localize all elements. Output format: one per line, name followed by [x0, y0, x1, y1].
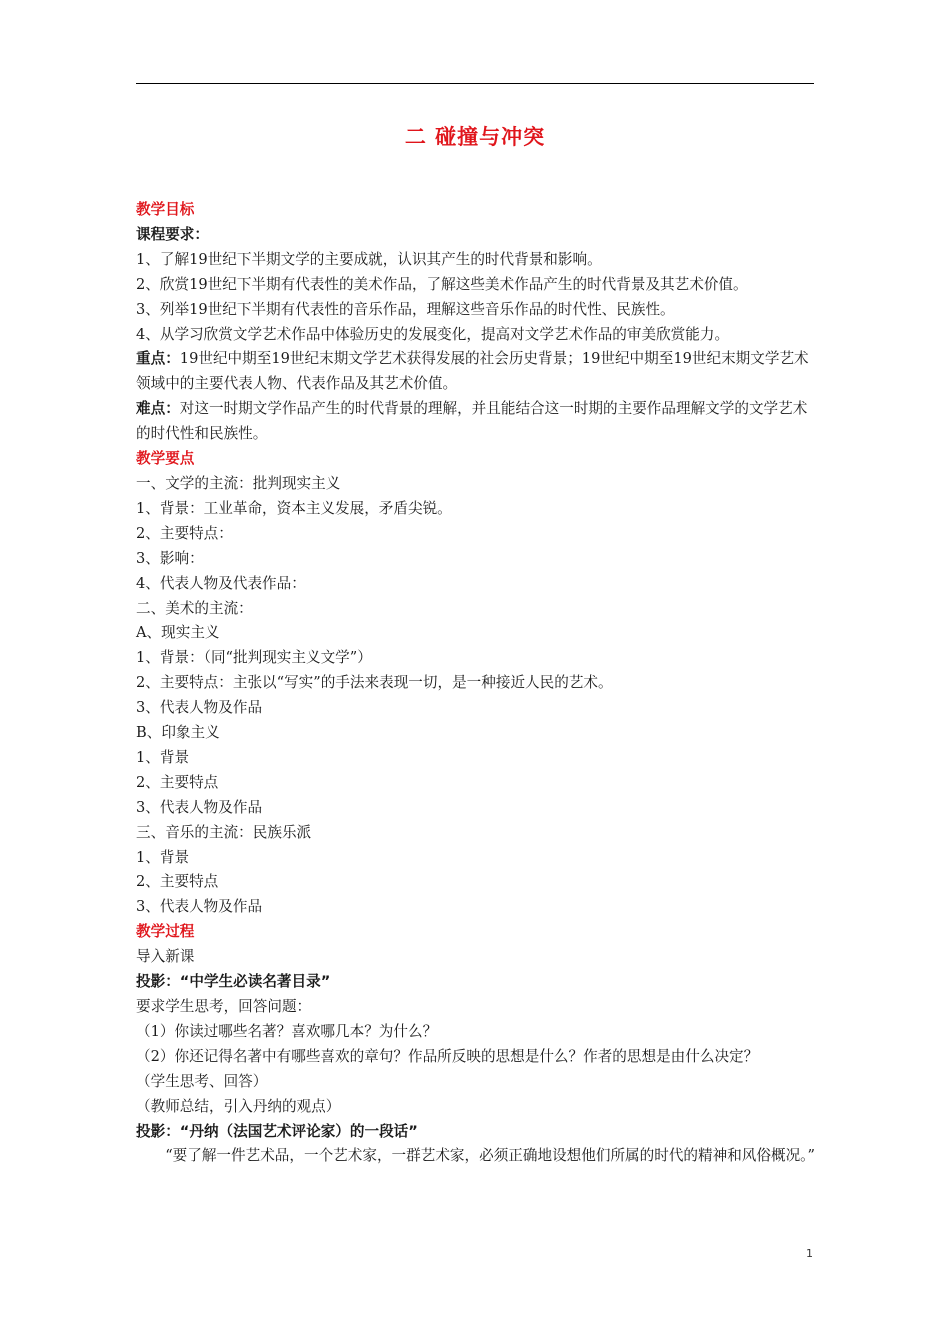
page-title: 二 碰撞与冲突 — [404, 125, 546, 149]
difficulty-label: 难点： — [136, 400, 180, 418]
point-line: B、印象主义 — [136, 724, 220, 742]
course-requirements-label: 课程要求： — [136, 225, 209, 243]
process-intro: 导入新课 — [136, 948, 195, 966]
goal-item: 1、了解19世纪下半期文学的主要成就，认识其产生的时代背景和影响。 — [136, 250, 602, 268]
question-item: （1）你读过哪些名著？喜欢哪几本？为什么？ — [136, 1022, 438, 1040]
point-line: 3、影响： — [136, 549, 204, 567]
difficulty-paragraph — [136, 397, 820, 447]
section-heading-points: 教学要点 — [136, 450, 195, 468]
section-heading-process: 教学过程 — [136, 923, 195, 941]
goal-item: 4、从学习欣赏文学艺术作品中体验历史的发展变化，提高对文学艺术作品的审美欣赏能力。 — [136, 325, 730, 343]
point-line: 3、代表人物及作品 — [136, 898, 263, 916]
point-line: 三、音乐的主流：民族乐派 — [136, 823, 312, 841]
point-line: 3、代表人物及作品 — [136, 699, 263, 717]
point-line: 1、背景 — [136, 848, 190, 866]
point-line: 1、背景：（同“批判现实主义文学”） — [136, 649, 372, 667]
difficulty-text: 对这一时期文学作品产生的时代背景的理解，并且能结合这一时期的主要作品理解文学的文学艺术的时代性和民族性。 — [136, 400, 808, 443]
point-line: 二、美术的主流： — [136, 599, 253, 617]
process-note: （教师总结，引入丹纳的观点） — [136, 1097, 341, 1115]
projection-heading: 投影：“丹纳（法国艺术评论家）的一段话” — [136, 1122, 418, 1140]
document-body — [136, 198, 820, 1169]
goal-item: 3、列举19世纪下半期有代表性的音乐作品，理解这些音乐作品的时代性、民族性。 — [136, 300, 675, 318]
point-line: 3、代表人物及作品 — [136, 798, 263, 816]
point-line: 一、文学的主流：批判现实主义 — [136, 474, 341, 492]
projection-heading: 投影：“中学生必读名著目录” — [136, 973, 331, 991]
process-ask: 要求学生思考，回答问题： — [136, 998, 312, 1015]
point-line: 2、主要特点：主张以“写实”的手法来表现一切，是一种接近人民的艺术。 — [136, 674, 613, 692]
question-item: （2）你还记得名著中有哪些喜欢的章句？作品所反映的思想是什么？作者的思想是由什么决定？ — [136, 1047, 759, 1065]
section-heading-goals: 教学目标 — [136, 201, 195, 218]
key-points-text: 19世纪中期至19世纪末期文学艺术获得发展的社会历史背景；19世纪中期至19世纪末期文学艺术领域中的主要代表人物、代表作品及其艺术价值。 — [136, 350, 809, 393]
key-points-label: 重点： — [136, 350, 180, 368]
quote-paragraph: “要了解一件艺术品，一个艺术家，一群艺术家，必须正确地设想他们所属的时代的精神和风俗概况。” — [165, 1147, 815, 1165]
goal-item: 2、欣赏19世纪下半期有代表性的美术作品，了解这些美术作品产生的时代背景及其艺术价值。 — [136, 275, 748, 293]
process-note: （学生思考、回答） — [136, 1072, 268, 1090]
point-line: 2、主要特点 — [136, 873, 219, 891]
page-number: 1 — [806, 1247, 813, 1260]
point-line: 1、背景：工业革命，资本主义发展，矛盾尖锐。 — [136, 499, 452, 517]
point-line: A、现实主义 — [136, 624, 220, 642]
point-line: 4、代表人物及代表作品： — [136, 574, 306, 592]
point-line: 2、主要特点 — [136, 773, 219, 791]
point-line: 1、背景 — [136, 748, 190, 766]
header-rule — [136, 83, 814, 84]
point-line: 2、主要特点： — [136, 524, 233, 542]
key-points-paragraph — [136, 347, 820, 397]
